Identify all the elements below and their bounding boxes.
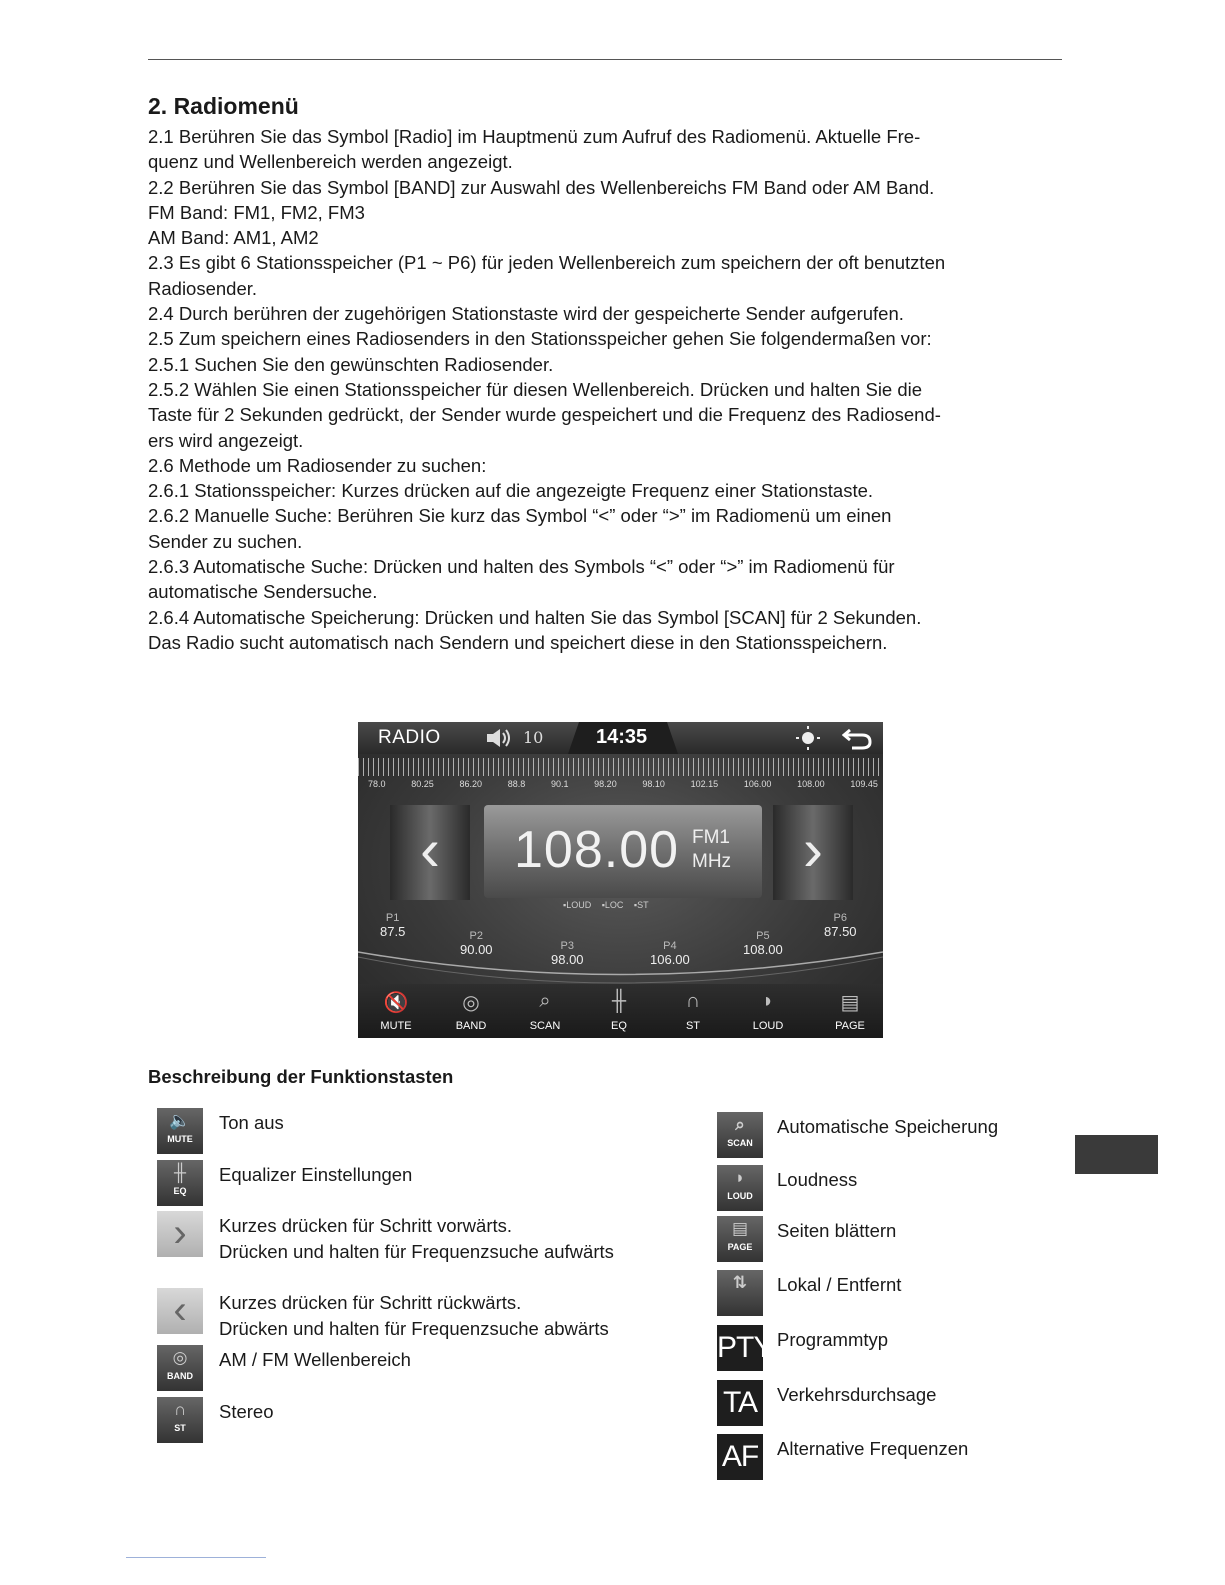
headphones-icon: ∩	[685, 990, 701, 1012]
instruction-line: Sender zu suchen.	[148, 530, 303, 552]
icon-glyph: ⌕	[735, 1115, 745, 1134]
icon-glyph: ▤	[731, 1219, 749, 1238]
button-label: PAGE	[835, 1020, 865, 1032]
button-label: SCAN	[529, 1020, 561, 1032]
icon-glyph: 🔈	[169, 1111, 191, 1130]
instruction-line: 2.6.2 Manuelle Suche: Berühren Sie kurz das Symbol “<” oder “>” im Radiomenü um einen	[148, 505, 892, 527]
radio-title: RADIO	[378, 727, 441, 748]
icon-glyph: ╫	[173, 1163, 187, 1182]
preset-arc	[358, 917, 883, 987]
current-frequency: 108.00	[514, 821, 680, 879]
page-icon: ▤	[840, 992, 860, 1014]
legend-description: Programmtyp	[777, 1329, 889, 1350]
page-button[interactable]	[820, 990, 880, 1032]
scale-label: 80.25	[411, 779, 434, 789]
scale-label: 108.00	[797, 779, 825, 789]
scan-icon	[717, 1112, 763, 1158]
button-label: MUTE	[380, 1020, 412, 1032]
mute-button[interactable]	[366, 990, 426, 1032]
instruction-line: Taste für 2 Sekunden gedrückt, der Sender wurde gespeichert und die Frequenz des Radiosend-	[148, 404, 941, 426]
icon-caption: ST	[174, 1423, 186, 1433]
legend-description: Kurzes drücken für Schritt rückwärts.	[219, 1292, 522, 1313]
local-distant-icon	[717, 1270, 763, 1316]
arrow-right-icon: ›	[157, 1211, 203, 1257]
loud-icon: ◗	[761, 990, 775, 1012]
instruction-line: 2.5.1 Suchen Sie den gewünschten Radiosender.	[148, 353, 554, 375]
icon-caption: PAGE	[727, 1242, 753, 1252]
af-icon: AF	[717, 1434, 763, 1480]
scale-label: 78.0	[368, 779, 386, 789]
legend-description: Drücken und halten für Frequenzsuche aufwärts	[219, 1241, 614, 1262]
back-icon[interactable]	[842, 726, 872, 750]
band-icon: ◎	[462, 992, 480, 1014]
loud-button[interactable]	[738, 990, 798, 1032]
radio-screen	[358, 722, 883, 1038]
top-rule	[148, 59, 1062, 60]
page-icon	[717, 1216, 763, 1262]
eq-icon	[157, 1160, 203, 1206]
preset-p2[interactable]: P2 90.00	[460, 930, 493, 957]
legend-description: Loudness	[777, 1169, 858, 1190]
mute-icon	[157, 1108, 203, 1154]
icon-caption: LOUD	[727, 1191, 753, 1201]
preset-p5[interactable]: P5 108.00	[743, 930, 783, 957]
instruction-line: automatische Sendersuche.	[148, 581, 378, 603]
mute-icon: 🔇	[383, 992, 409, 1014]
legend-description: Stereo	[219, 1401, 274, 1422]
page-side-tab	[1075, 1135, 1158, 1174]
eq-button[interactable]	[589, 990, 649, 1032]
volume-level: 10	[523, 728, 544, 747]
headphones-icon	[157, 1397, 203, 1443]
frequency-unit: MHz	[692, 851, 732, 872]
legend-description: Kurzes drücken für Schritt vorwärts.	[219, 1215, 513, 1236]
function-keys-heading: Beschreibung der Funktionstasten	[148, 1066, 454, 1087]
instruction-line: FM Band: FM1, FM2, FM3	[148, 201, 365, 223]
legend-description: Automatische Speicherung	[777, 1116, 999, 1137]
seek-up-button[interactable]	[773, 805, 853, 900]
legend-description: Ton aus	[219, 1112, 284, 1133]
icon-glyph: ∩	[173, 1400, 187, 1419]
instruction-line: quenz und Wellenbereich werden angezeigt.	[148, 151, 513, 173]
frequency-scale-labels	[368, 779, 878, 789]
volume-icon[interactable]	[486, 727, 512, 749]
instruction-line: AM Band: AM1, AM2	[148, 227, 319, 249]
st-button[interactable]	[663, 990, 723, 1032]
ta-icon: TA	[717, 1380, 763, 1426]
instruction-line: 2.6.3 Automatische Suche: Drücken und halten des Symbols “<” oder “>” im Radiomenü für	[148, 556, 895, 578]
icon-caption: EQ	[173, 1186, 187, 1196]
radio-menu-section	[148, 92, 1068, 655]
band-button[interactable]	[441, 990, 501, 1032]
legend-description: Seiten blättern	[777, 1220, 897, 1241]
instruction-line: 2.5 Zum speichern eines Radiosenders in den Stationsspeicher gehen Sie folgendermaßen vor:	[148, 328, 932, 350]
icon-caption: SCAN	[727, 1138, 753, 1148]
current-band: FM1	[692, 827, 730, 848]
bottom-rule	[126, 1557, 266, 1558]
scale-label: 109.45	[850, 779, 878, 789]
arrow-left-icon: ‹	[157, 1288, 203, 1334]
instruction-line: Radiosender.	[148, 277, 258, 299]
chevron-right-icon: ›	[803, 816, 823, 883]
eq-icon: ╫	[611, 990, 627, 1012]
instruction-line: 2.3 Es gibt 6 Stationsspeicher (P1 ~ P6) für jeden Wellenbereich zum speichern der oft benutzten	[148, 252, 946, 274]
frequency-scale[interactable]	[358, 758, 883, 776]
brightness-icon[interactable]	[795, 726, 821, 750]
legend-description: Drücken und halten für Frequenzsuche abwärts	[219, 1318, 609, 1339]
button-label: LOUD	[752, 1020, 784, 1032]
scan-button[interactable]	[515, 990, 575, 1032]
instruction-line: 2.2 Berühren Sie das Symbol [BAND] zur Auswahl des Wellenbereichs FM Band oder AM Band.	[148, 176, 935, 198]
preset-p3[interactable]: P3 98.00	[551, 940, 584, 967]
status-flags: ▪LOUD ▪LOC ▪ST	[563, 900, 649, 910]
legend-description: AM / FM Wellenbereich	[219, 1349, 411, 1370]
scale-label: 98.20	[594, 779, 617, 789]
preset-p1[interactable]: P1 87.5	[380, 912, 406, 939]
button-label: ST	[685, 1020, 701, 1032]
button-label: BAND	[455, 1020, 487, 1032]
band-icon	[157, 1345, 203, 1391]
legend-description: Equalizer Einstellungen	[219, 1164, 413, 1185]
preset-p4[interactable]: P4 106.00	[650, 940, 690, 967]
instruction-line: 2.6.4 Automatische Speicherung: Drücken und halten Sie das Symbol [SCAN] für 2 Sekunden.	[148, 606, 922, 628]
preset-p6[interactable]: P6 87.50	[824, 912, 857, 939]
legend-description: Verkehrsdurchsage	[777, 1384, 937, 1405]
legend-description: Alternative Frequenzen	[777, 1438, 969, 1459]
icon-glyph: ⇅	[732, 1273, 748, 1292]
chevron-left-icon: ‹	[420, 816, 440, 883]
clock: 14:35	[596, 726, 648, 748]
scan-icon: ⌕	[539, 990, 551, 1012]
icon-glyph: ◗	[734, 1168, 746, 1187]
instruction-line: ers wird angezeigt.	[148, 429, 304, 451]
seek-down-button[interactable]	[390, 805, 470, 900]
legend-description: Lokal / Entfernt	[777, 1274, 902, 1295]
loud-icon	[717, 1165, 763, 1211]
instruction-line: 2.5.2 Wählen Sie einen Stationsspeicher für diesen Wellenbereich. Drücken und halten Sie die	[148, 378, 923, 400]
scale-label: 88.8	[507, 779, 526, 789]
instruction-line: Das Radio sucht automatisch nach Sendern und speichert diese in den Stationsspeichern.	[148, 631, 888, 653]
instruction-line: 2.1 Berühren Sie das Symbol [Radio] im Hauptmenü zum Aufruf des Radiomenü. Aktuelle Fre-	[148, 126, 921, 147]
instruction-line: 2.6.1 Stationsspeicher: Kurzes drücken auf die angezeigte Frequenz einer Stationstaste.	[148, 480, 874, 502]
icon-caption: MUTE	[167, 1134, 193, 1144]
scale-label: 102.15	[690, 779, 719, 789]
icon-glyph: ◎	[172, 1348, 188, 1367]
instruction-line: 2.4 Durch berühren der zugehörigen Stationstaste wird der gespeicherte Sender aufgerufen.	[148, 303, 904, 325]
scale-label: 98.10	[642, 779, 665, 789]
button-label: EQ	[611, 1020, 627, 1032]
icon-caption: BAND	[167, 1371, 193, 1381]
frequency-display	[484, 805, 762, 898]
pty-icon: PTY	[717, 1325, 763, 1371]
scale-label: 106.00	[743, 779, 772, 789]
scale-label: 86.20	[459, 779, 482, 789]
instruction-line: 2.6 Methode um Radiosender zu suchen:	[148, 454, 487, 476]
section-title: 2. Radiomenü	[148, 93, 299, 119]
scale-label: 90.1	[550, 779, 569, 789]
instructions-text	[148, 124, 1068, 655]
